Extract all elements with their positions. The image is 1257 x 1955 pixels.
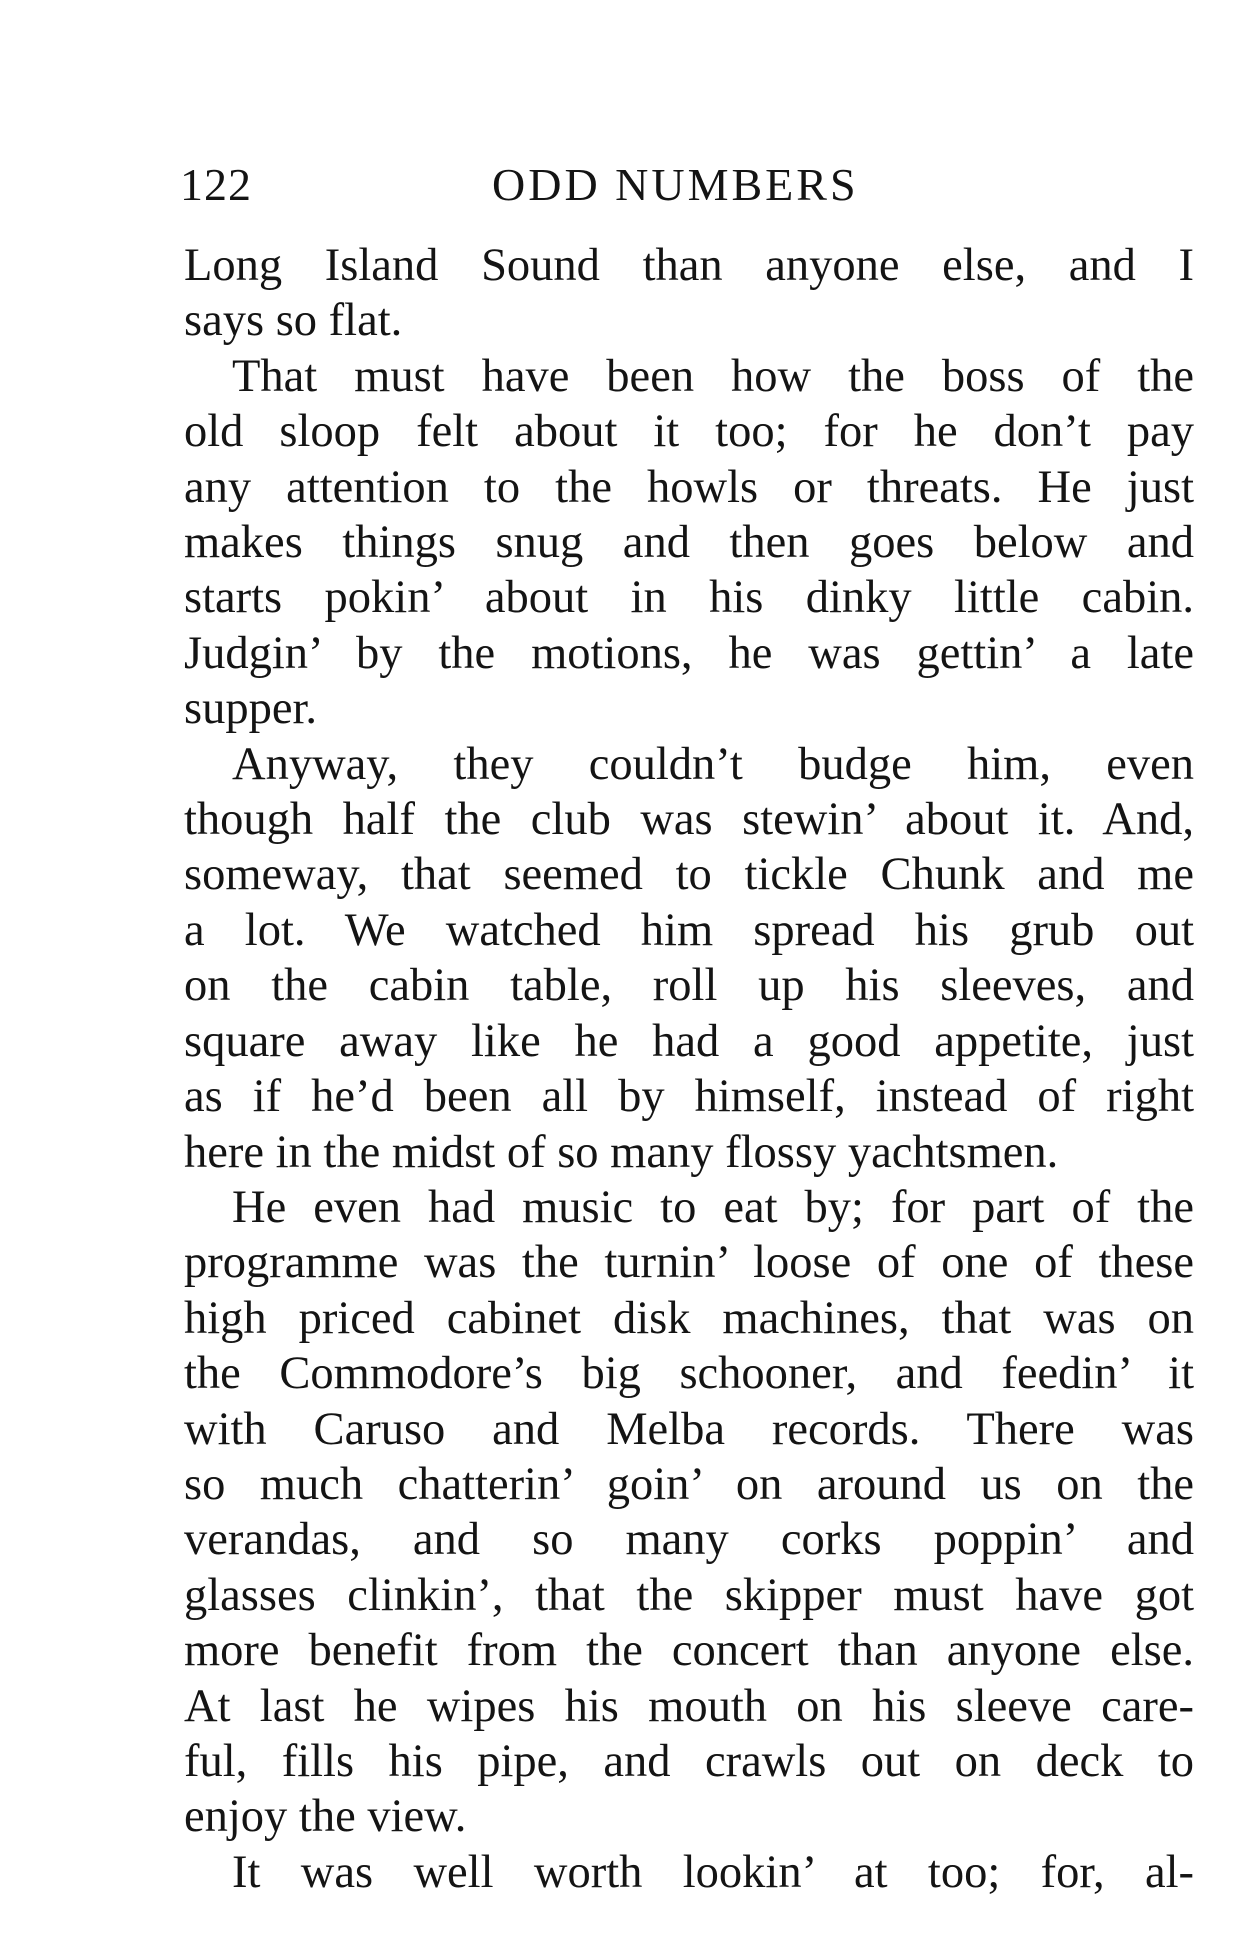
running-title: ODD NUMBERS bbox=[492, 159, 859, 210]
page-header bbox=[180, 158, 1190, 218]
text-line: though half the club was stewin’ about it. And, bbox=[184, 794, 1194, 846]
text-line: He even had music to eat by; for part of the bbox=[232, 1181, 1194, 1233]
text-line: on the cabin table, roll up his sleeves, and bbox=[184, 960, 1194, 1012]
text-line: a lot. We watched him spread his grub out bbox=[184, 904, 1194, 956]
text-line: high priced cabinet disk machines, that was on bbox=[184, 1292, 1194, 1344]
text-line: more benefit from the concert than anyone else. bbox=[184, 1625, 1194, 1677]
text-line: ful, fills his pipe, and crawls out on deck to bbox=[184, 1735, 1194, 1787]
text-line: enjoy the view. bbox=[184, 1791, 467, 1843]
text-line: glasses clinkin’, that the skipper must have got bbox=[184, 1569, 1194, 1621]
text-line: says so flat. bbox=[184, 295, 403, 347]
body-text bbox=[184, 238, 1194, 1900]
text-line: Long Island Sound than anyone else, and I bbox=[184, 240, 1194, 291]
text-line: It was well worth lookin’ at too; for, al- bbox=[232, 1846, 1194, 1898]
paragraph bbox=[184, 238, 1194, 349]
text-line: Judgin’ by the motions, he was gettin’ a late bbox=[184, 627, 1194, 679]
text-line: so much chatterin’ goin’ on around us on the bbox=[184, 1458, 1194, 1510]
page-number: 122 bbox=[180, 159, 252, 210]
text-line: as if he’d been all by himself, instead of right bbox=[184, 1071, 1194, 1123]
text-line: here in the midst of so many flossy yachtsmen. bbox=[184, 1126, 1059, 1178]
text-line: That must have been how the boss of the bbox=[232, 350, 1194, 402]
text-line: Anyway, they couldn’t budge him, even bbox=[232, 738, 1194, 790]
text-line: old sloop felt about it too; for he don’t pay bbox=[184, 406, 1194, 458]
paragraph bbox=[184, 1180, 1194, 1845]
text-line: someway, that seemed to tickle Chunk and me bbox=[184, 849, 1194, 901]
paragraph bbox=[184, 1845, 1194, 1900]
text-line: the Commodore’s big schooner, and feedin’ it bbox=[184, 1348, 1194, 1400]
text-line: makes things snug and then goes below and bbox=[184, 517, 1194, 569]
paragraph bbox=[184, 349, 1194, 737]
text-line: square away like he had a good appetite, just bbox=[184, 1015, 1194, 1067]
text-line: starts pokin’ about in his dinky little cabin. bbox=[184, 572, 1194, 624]
text-line: with Caruso and Melba records. There was bbox=[184, 1403, 1194, 1455]
text-line: supper. bbox=[184, 683, 318, 735]
text-line: At last he wipes his mouth on his sleeve care- bbox=[184, 1680, 1194, 1732]
text-line: any attention to the howls or threats. He just bbox=[184, 461, 1194, 513]
text-line: programme was the turnin’ loose of one of these bbox=[184, 1237, 1194, 1289]
paragraph bbox=[184, 737, 1194, 1180]
text-line: verandas, and so many corks poppin’ and bbox=[184, 1514, 1194, 1566]
